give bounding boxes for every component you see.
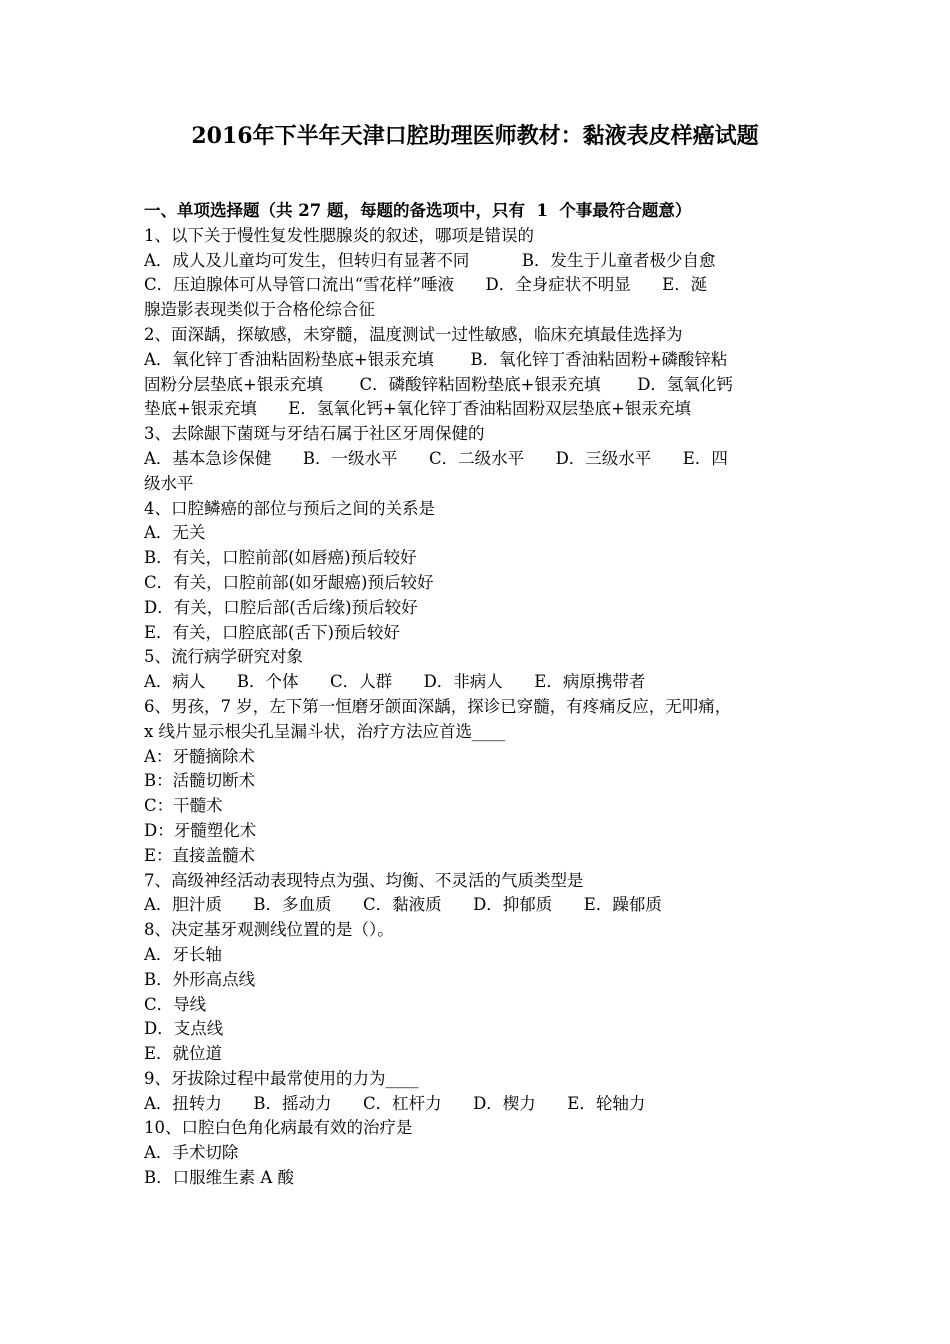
text-line: C．有关，口腔前部(如牙龈癌)预后较好 — [144, 572, 434, 592]
text-line: A．病人 B．个体 C．人群 D．非病人 E．病原携带者 — [144, 672, 646, 692]
section-heading: 一、单项选择题（共 27 题，每题的备选项中，只有 1 个事最符合题意） — [144, 201, 692, 220]
text-line: C．压迫腺体可从导管口流出“雪花样”唾液 D．全身症状不明显 E．涎 — [144, 275, 708, 295]
text-line: 1、以下关于慢性复发性腮腺炎的叙述，哪项是错误的 — [144, 225, 534, 245]
text-line: C．导线 — [144, 994, 207, 1014]
text-line: 4、口腔鳞癌的部位与预后之间的关系是 — [144, 498, 435, 518]
text-line: A．无关 — [144, 523, 206, 543]
text-line: A．成人及儿童均可发生，但转归有显著不同 B．发生于儿童者极少自愈 — [144, 250, 716, 270]
text-line: A．胆汁质 B．多血质 C．黏液质 D．抑郁质 E．躁郁质 — [144, 895, 662, 915]
text-line: D．支点线 — [144, 1019, 224, 1039]
text-line: A．手术切除 — [144, 1143, 239, 1163]
text-line: E．有关，口腔底部(舌下)预后较好 — [144, 622, 400, 642]
text-line: 7、高级神经活动表现特点为强、均衡、不灵活的气质类型是 — [144, 870, 584, 890]
text-line: 垫底+银汞充填 E．氢氧化钙+氧化锌丁香油粘固粉双层垫底+银汞充填 — [144, 399, 691, 419]
text-line: A．氧化锌丁香油粘固粉垫底+银汞充填 B．氧化锌丁香油粘固粉+磷酸锌粘 — [144, 349, 728, 369]
text-line: A．扭转力 B．摇动力 C．杠杆力 D．楔力 E．轮轴力 — [144, 1093, 646, 1113]
text-line: 腺造影表现类似于合格伦综合征 — [144, 300, 375, 320]
text-line: 5、流行病学研究对象 — [144, 647, 303, 667]
document-title: 2016年下半年天津口腔助理医师教材：黏液表皮样癌试题 — [191, 123, 759, 149]
text-line: 8、决定基牙观测线位置的是（）。 — [144, 920, 394, 940]
text-line: 9、牙拔除过程中最常使用的力为____ — [144, 1068, 419, 1088]
text-line: A．基本急诊保健 B．一级水平 C．二级水平 D．三级水平 E．四 — [144, 448, 728, 468]
text-line: 2、面深龋，探敏感，未穿髓，温度测试一过性敏感，临床充填最佳选择为 — [144, 324, 683, 344]
text-line: 6、男孩，7 岁，左下第一恒磨牙颌面深龋，探诊已穿髓，有疼痛反应，无叩痛， — [144, 696, 732, 716]
text-line: B．外形高点线 — [144, 969, 256, 989]
text-line: 3、去除龈下菌斑与牙结石属于社区牙周保健的 — [144, 424, 485, 444]
text-line: 级水平 — [144, 473, 194, 493]
text-line: E：直接盖髓术 — [144, 845, 256, 865]
text-line: E．就位道 — [144, 1044, 223, 1064]
text-line: 10、口腔白色角化病最有效的治疗是 — [144, 1118, 413, 1138]
text-line: B．口服维生素 A 酸 — [144, 1168, 295, 1188]
text-line: B．有关，口腔前部(如唇癌)预后较好 — [144, 548, 417, 568]
text-line: D：牙髓塑化术 — [144, 820, 257, 840]
document-body — [144, 199, 808, 1191]
text-line: C：干髓术 — [144, 796, 223, 816]
text-line: 固粉分层垫底+银汞充填 C．磷酸锌粘固粉垫底+银汞充填 D．氢氧化钙 — [144, 374, 733, 394]
text-line: x 线片显示根尖孔呈漏斗状，治疗方法应首选____ — [144, 721, 506, 741]
text-line: A．牙长轴 — [144, 944, 222, 964]
text-line: B：活髓切断术 — [144, 771, 256, 791]
text-line: D．有关，口腔后部(舌后缘)预后较好 — [144, 597, 418, 617]
text-line: A：牙髓摘除术 — [144, 746, 255, 766]
